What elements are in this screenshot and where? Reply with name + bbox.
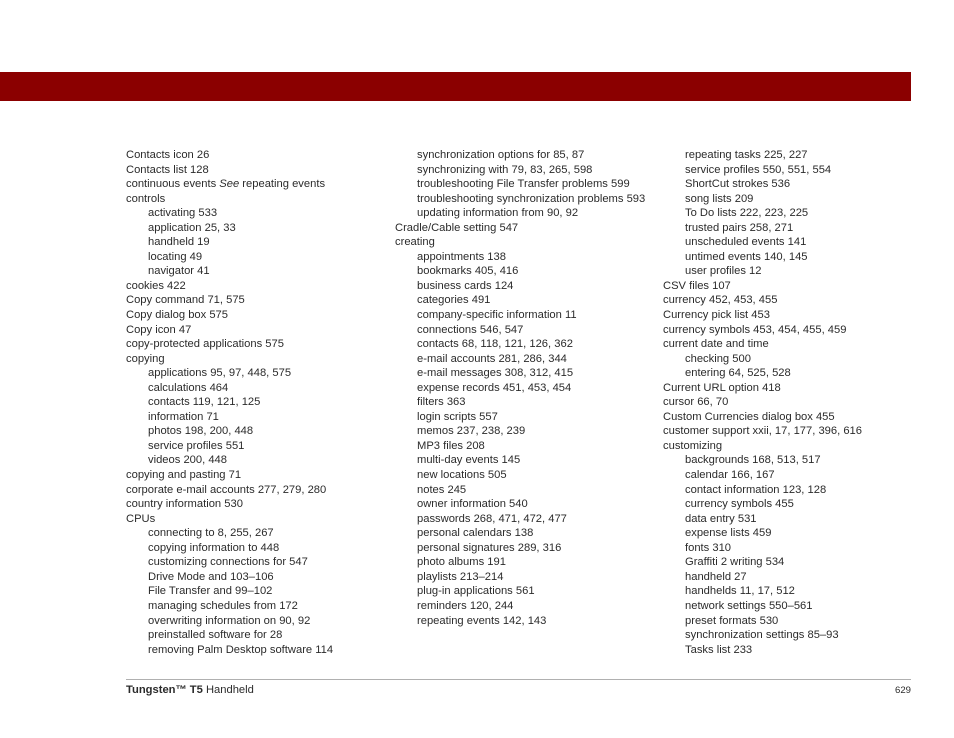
index-subentry: song lists 209 (685, 192, 754, 205)
index-entry: copying and pasting 71 (126, 469, 242, 482)
index-subentry: photo albums 191 (417, 556, 506, 569)
index-subentry: untimed events 140, 145 (685, 250, 808, 263)
index-subentry: information 71 (148, 410, 219, 423)
index-subentry: updating information from 90, 92 (417, 207, 579, 220)
index-entry: cursor 66, 70 (663, 396, 729, 409)
index-subentry: user profiles 12 (685, 265, 762, 278)
index-entry-text: continuous events (126, 178, 220, 191)
index-subentry: locating 49 (148, 250, 203, 263)
index-entry: controls (126, 192, 166, 205)
footer-product-suffix: Handheld (202, 684, 254, 696)
index-column-2 (395, 148, 650, 628)
index-subentry: handheld 27 (685, 570, 747, 583)
index-subentry: photos 198, 200, 448 (148, 425, 254, 438)
index-subentry: reminders 120, 244 (417, 599, 514, 612)
index-subentry: customizing connections for 547 (148, 556, 308, 569)
index-entry: Currency pick list 453 (663, 309, 770, 322)
index-entry: copy-protected applications 575 (126, 338, 284, 351)
index-subentry: trusted pairs 258, 271 (685, 221, 794, 234)
index-entry: Copy command 71, 575 (126, 294, 245, 307)
index-subentry: Tasks list 233 (685, 643, 753, 656)
index-subentry: navigator 41 (148, 265, 210, 278)
index-subentry: preset formats 530 (685, 614, 779, 627)
index-subentry: multi-day events 145 (417, 454, 521, 467)
index-subentry: videos 200, 448 (148, 454, 227, 467)
index-subentry: notes 245 (417, 483, 467, 496)
footer-product-title (126, 683, 254, 697)
footer-divider (126, 679, 911, 680)
index-subentry: handheld 19 (148, 236, 210, 249)
index-subentry: removing Palm Desktop software 114 (148, 643, 334, 656)
index-subentry: e-mail messages 308, 312, 415 (417, 367, 574, 380)
index-subentry: checking 500 (685, 352, 751, 365)
index-entry: Copy dialog box 575 (126, 309, 229, 322)
index-subentry: service profiles 550, 551, 554 (685, 163, 832, 176)
index-subentry: playlists 213–214 (417, 570, 504, 583)
index-subentry: new locations 505 (417, 469, 507, 482)
index-entry: Contacts list 128 (126, 163, 209, 176)
index-column-3 (663, 148, 913, 657)
index-subentry: troubleshooting File Transfer problems 599 (417, 178, 630, 191)
footer-product-name: Tungsten™ T5 (126, 684, 203, 696)
index-subentry: contact information 123, 128 (685, 483, 827, 496)
index-subentry: connecting to 8, 255, 267 (148, 527, 274, 540)
index-subentry: overwriting information on 90, 92 (148, 614, 311, 627)
index-entry: CSV files 107 (663, 279, 731, 292)
index-subentry: personal signatures 289, 316 (417, 541, 562, 554)
index-subentry: synchronization settings 85–93 (685, 629, 839, 642)
index-subentry: filters 363 (417, 396, 466, 409)
index-subentry: File Transfer and 99–102 (148, 585, 273, 598)
index-subentry: troubleshooting synchronization problems 593 (417, 192, 646, 205)
index-subentry: synchronizing with 79, 83, 265, 598 (417, 163, 593, 176)
index-subentry: currency symbols 455 (685, 498, 794, 511)
see-reference-label: See (219, 178, 240, 191)
index-subentry: calculations 464 (148, 381, 229, 394)
index-entry: currency 452, 453, 455 (663, 294, 778, 307)
index-subentry: bookmarks 405, 416 (417, 265, 519, 278)
index-subentry: plug-in applications 561 (417, 585, 535, 598)
index-entry: corporate e-mail accounts 277, 279, 280 (126, 483, 327, 496)
index-subentry: repeating events 142, 143 (417, 614, 547, 627)
index-entry: Copy icon 47 (126, 323, 192, 336)
index-subentry: applications 95, 97, 448, 575 (148, 367, 292, 380)
index-subentry: MP3 files 208 (417, 439, 485, 452)
index-entry: current date and time (663, 338, 769, 351)
see-reference-target: repeating events (239, 178, 326, 191)
index-subentry: backgrounds 168, 513, 517 (685, 454, 821, 467)
index-entry: Custom Currencies dialog box 455 (663, 410, 835, 423)
index-subentry: preinstalled software for 28 (148, 629, 283, 642)
index-subentry: fonts 310 (685, 541, 732, 554)
index-entry: customer support xxii, 17, 177, 396, 616 (663, 425, 863, 438)
page-number: 629 (894, 685, 911, 696)
index-subentry: data entry 531 (685, 512, 757, 525)
index-entry: customizing (663, 439, 723, 452)
index-subentry: connections 546, 547 (417, 323, 524, 336)
index-subentry: expense lists 459 (685, 527, 772, 540)
index-subentry: Graffiti 2 writing 534 (685, 556, 785, 569)
index-column-1 (126, 148, 388, 657)
index-subentry: business cards 124 (417, 279, 514, 292)
index-subentry: managing schedules from 172 (148, 599, 298, 612)
index-entry: Current URL option 418 (663, 381, 781, 394)
index-subentry: contacts 68, 118, 121, 126, 362 (417, 338, 573, 351)
index-subentry: synchronization options for 85, 87 (417, 149, 585, 161)
index-entry: currency symbols 453, 454, 455, 459 (663, 323, 847, 336)
index-subentry: Drive Mode and 103–106 (148, 570, 274, 583)
index-entry (126, 177, 388, 192)
index-subentry: handhelds 11, 17, 512 (685, 585, 795, 598)
index-subentry: company-specific information 11 (417, 309, 577, 322)
index-entry: creating (395, 236, 435, 249)
index-entry: Cradle/Cable setting 547 (395, 221, 519, 234)
index-subentry: repeating tasks 225, 227 (685, 149, 808, 161)
index-subentry: categories 491 (417, 294, 491, 307)
index-subentry: application 25, 33 (148, 221, 236, 234)
index-entry: country information 530 (126, 498, 243, 511)
index-subentry: memos 237, 238, 239 (417, 425, 526, 438)
index-subentry: e-mail accounts 281, 286, 344 (417, 352, 567, 365)
index-subentry: expense records 451, 453, 454 (417, 381, 572, 394)
index-subentry: personal calendars 138 (417, 527, 534, 540)
index-subentry: contacts 119, 121, 125 (148, 396, 261, 409)
index-subentry: copying information to 448 (148, 541, 280, 554)
index-subentry: login scripts 557 (417, 410, 498, 423)
index-entry: cookies 422 (126, 279, 186, 292)
index-entry: Contacts icon 26 (126, 149, 210, 161)
index-subentry: service profiles 551 (148, 439, 245, 452)
index-subentry: activating 533 (148, 207, 218, 220)
index-subentry: owner information 540 (417, 498, 528, 511)
index-subentry: network settings 550–561 (685, 599, 813, 612)
index-subentry: calendar 166, 167 (685, 469, 775, 482)
index-subentry: unscheduled events 141 (685, 236, 807, 249)
index-subentry: entering 64, 525, 528 (685, 367, 791, 380)
index-entry: copying (126, 352, 165, 365)
index-subentry: appointments 138 (417, 250, 506, 263)
index-entry: CPUs (126, 512, 156, 525)
header-banner (0, 72, 911, 101)
index-subentry: ShortCut strokes 536 (685, 178, 791, 191)
index-subentry: passwords 268, 471, 472, 477 (417, 512, 567, 525)
index-subentry: To Do lists 222, 223, 225 (685, 207, 809, 220)
